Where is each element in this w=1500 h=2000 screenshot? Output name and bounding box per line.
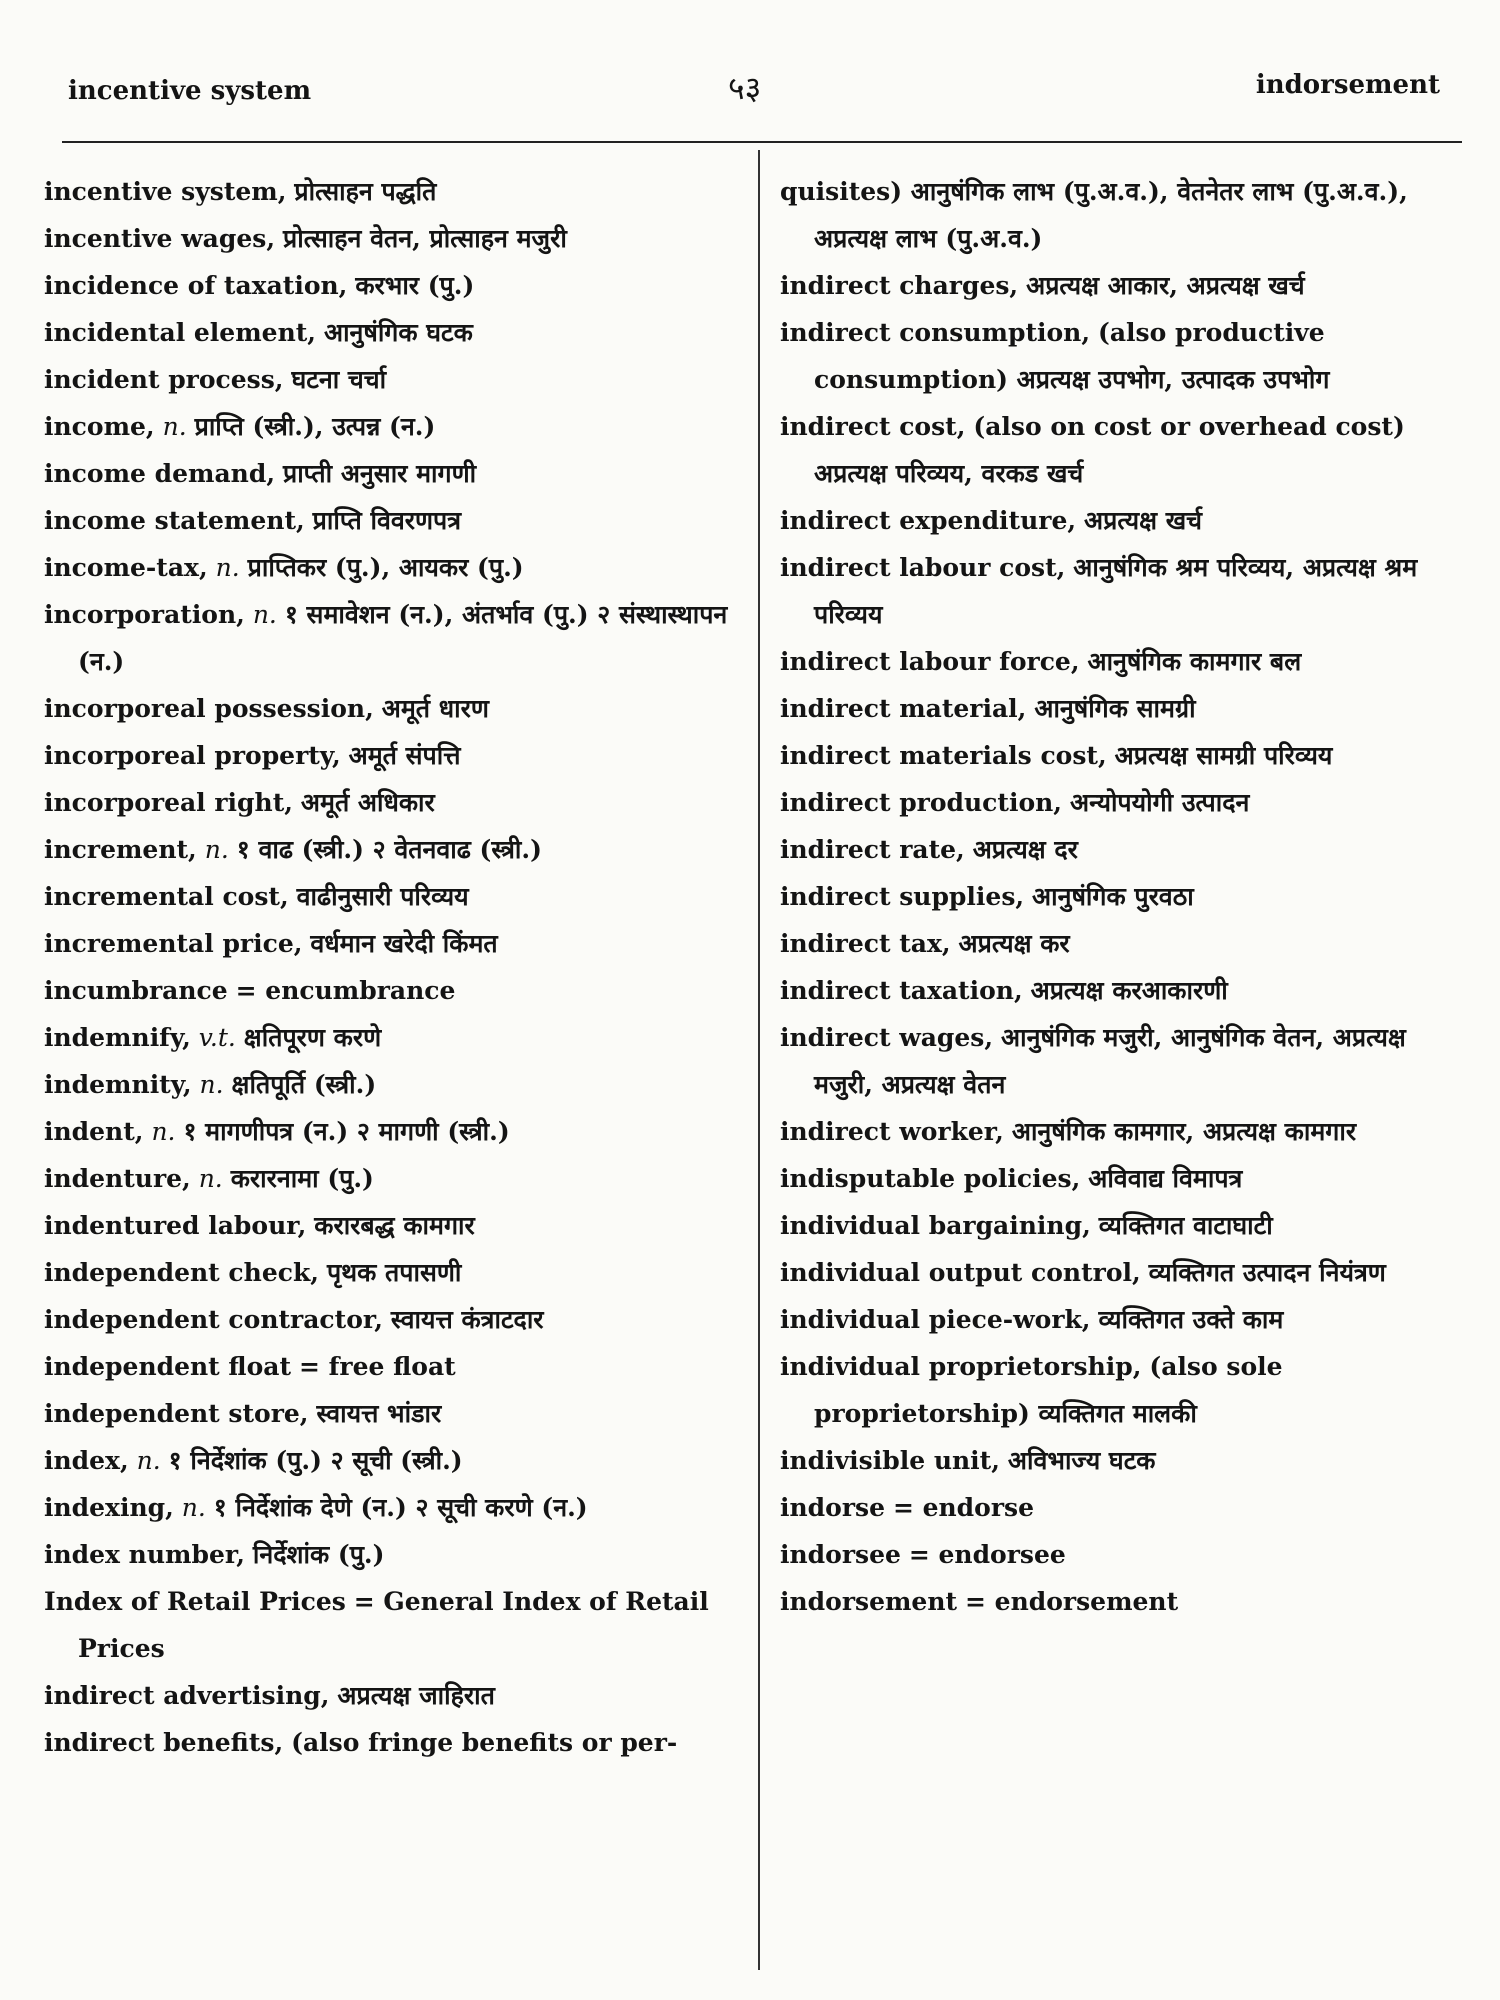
entry-gloss: १ निर्देशांक देणे (न.) २ सूची करणे (न.): [213, 1493, 588, 1522]
entry-term: index,: [44, 1446, 129, 1475]
entry-gloss: अमूर्त धारण: [381, 694, 489, 723]
entry-term: indirect production,: [780, 788, 1063, 817]
dictionary-entry: [44, 873, 744, 920]
dictionary-entry: [780, 1437, 1470, 1484]
entry-gloss: व्यक्तिगत वाटाघाटी: [1098, 1211, 1273, 1240]
entry-grammar: n.: [252, 600, 277, 629]
dictionary-entry: [44, 1390, 744, 1437]
entry-gloss: घटना चर्चा: [291, 365, 387, 394]
entry-term: individual output control,: [780, 1258, 1141, 1287]
dictionary-entry: [780, 638, 1470, 685]
dictionary-entry: [44, 215, 744, 262]
dictionary-entry: [780, 826, 1470, 873]
entry-term: individual proprietorship,: [780, 1352, 1142, 1381]
dictionary-entry: [44, 967, 744, 1014]
header-rule: [62, 141, 1462, 143]
entry-term: indirect benefits,: [44, 1728, 284, 1757]
entry-grammar: n.: [215, 553, 240, 582]
dictionary-entry: [780, 262, 1470, 309]
entry-gloss: १ वाढ (स्त्री.) २ वेतनवाढ (स्त्री.): [236, 835, 542, 864]
entry-gloss: अप्रत्यक्ष खर्च: [1084, 506, 1203, 535]
entry-term: incentive system,: [44, 177, 287, 206]
entry-term: incremental cost,: [44, 882, 289, 911]
dictionary-entry: [780, 497, 1470, 544]
dictionary-entry: [780, 685, 1470, 732]
dictionary-entry: [44, 1719, 744, 1766]
dictionary-entry: [44, 732, 744, 779]
entry-term: indirect worker,: [780, 1117, 1004, 1146]
entry-gloss: आनुषंगिक घटक: [323, 318, 473, 347]
entry-gloss: १ समावेशन (न.), अंतर्भाव (पु.) २ संस्थास्थापन (न.): [78, 600, 728, 676]
left-column: [44, 168, 744, 1766]
dictionary-entry: [44, 1343, 744, 1390]
dictionary-entry: [780, 1578, 1470, 1625]
dictionary-entry: [780, 168, 1470, 262]
entry-term: incremental price,: [44, 929, 303, 958]
entry-grammar: v.t.: [198, 1023, 236, 1052]
entry-gloss: प्राप्तिकर (पु.), आयकर (पु.): [247, 553, 524, 582]
dictionary-entry: [780, 1155, 1470, 1202]
entry-term: independent contractor,: [44, 1305, 383, 1334]
dictionary-entry: [780, 1108, 1470, 1155]
entry-grammar: n.: [162, 412, 187, 441]
dictionary-entry: [44, 826, 744, 873]
entry-gloss: (also productive consumption) अप्रत्यक्ष उपभोग, उत्पादक उपभोग: [814, 318, 1330, 394]
entry-term: index number,: [44, 1540, 245, 1569]
dictionary-entry: [780, 403, 1470, 497]
entry-term: indentured labour,: [44, 1211, 307, 1240]
dictionary-entry: [44, 1202, 744, 1249]
entry-term: indenture,: [44, 1164, 191, 1193]
dictionary-entry: [44, 920, 744, 967]
entry-term: income demand,: [44, 459, 276, 488]
entry-gloss: पृथक तपासणी: [326, 1258, 462, 1287]
entry-gloss: निर्देशांक (पु.): [252, 1540, 385, 1569]
dictionary-entry: [44, 309, 744, 356]
entry-term: indorsement: [780, 1587, 958, 1616]
dictionary-entry: [44, 168, 744, 215]
dictionary-entry: [780, 1249, 1470, 1296]
dictionary-entry: [44, 544, 744, 591]
entry-term: indent,: [44, 1117, 144, 1146]
entry-term: indirect advertising,: [44, 1681, 330, 1710]
entry-gloss: = endorse: [892, 1493, 1034, 1522]
entry-grammar: n.: [204, 835, 229, 864]
entry-term: indirect labour cost,: [780, 553, 1066, 582]
entry-gloss: स्वायत्त भांडार: [316, 1399, 442, 1428]
dictionary-entry: [44, 1672, 744, 1719]
dictionary-entry: [44, 1531, 744, 1578]
dictionary-entry: [44, 356, 744, 403]
entry-gloss: क्षतिपूर्ति (स्त्री.): [231, 1070, 377, 1099]
entry-gloss: १ निर्देशांक (पु.) २ सूची (स्त्री.): [168, 1446, 463, 1475]
entry-gloss: व्यक्तिगत उक्ते काम: [1098, 1305, 1284, 1334]
dictionary-entry: [780, 309, 1470, 403]
entry-term: independent float: [44, 1352, 292, 1381]
page-number: ५३: [728, 69, 762, 107]
right-guide-word: indorsement: [1255, 70, 1440, 100]
entry-grammar: n.: [136, 1446, 161, 1475]
dictionary-entry: [44, 1484, 744, 1531]
entry-term: incumbrance: [44, 976, 228, 1005]
dictionary-entry: [44, 1249, 744, 1296]
entry-term: indirect taxation,: [780, 976, 1023, 1005]
entry-gloss: अविवाद्य विमापत्र: [1088, 1164, 1243, 1193]
entry-term: indirect supplies,: [780, 882, 1025, 911]
dictionary-entry: [44, 1155, 744, 1202]
entry-gloss: वर्धमान खरेदी किंमत: [310, 929, 498, 958]
entry-gloss: अमूर्त संपत्ति: [348, 741, 461, 770]
entry-term: indirect consumption,: [780, 318, 1091, 347]
entry-term: incidental element,: [44, 318, 316, 347]
entry-gloss: वाढीनुसारी परिव्यय: [296, 882, 469, 911]
dictionary-entry: [780, 1343, 1470, 1437]
dictionary-entry: [44, 685, 744, 732]
entry-term: indexing,: [44, 1493, 174, 1522]
entry-term: indorse: [780, 1493, 885, 1522]
entry-term: indorsee: [780, 1540, 901, 1569]
entry-gloss: आनुषंगिक श्रम परिव्यय, अप्रत्यक्ष श्रम परिव्यय: [814, 553, 1418, 629]
entry-term: increment,: [44, 835, 197, 864]
entry-grammar: n.: [181, 1493, 206, 1522]
entry-term: indirect cost,: [780, 412, 966, 441]
entry-gloss: अप्रत्यक्ष करआकारणी: [1030, 976, 1228, 1005]
entry-term: indemnity,: [44, 1070, 192, 1099]
entry-term: income,: [44, 412, 155, 441]
entry-term: income-tax,: [44, 553, 208, 582]
entry-gloss: आनुषंगिक मजुरी, आनुषंगिक वेतन, अप्रत्यक्ष मजुरी, अप्रत्यक्ष वेतन: [814, 1023, 1406, 1099]
entry-term: incidence of taxation,: [44, 271, 348, 300]
entry-gloss: अमूर्त अधिकार: [300, 788, 435, 817]
entry-gloss: अप्रत्यक्ष कर: [958, 929, 1070, 958]
entry-gloss: (also fringe benefits or per-: [291, 1728, 678, 1757]
entry-gloss: प्रोत्साहन पद्धति: [294, 177, 437, 206]
dictionary-entry: [780, 1014, 1470, 1108]
entry-gloss: प्राप्ति (स्त्री.), उत्पन्न (न.): [194, 412, 436, 441]
entry-term: incorporeal property,: [44, 741, 341, 770]
dictionary-entry: [780, 873, 1470, 920]
entry-term: indivisible unit,: [780, 1446, 1000, 1475]
entry-gloss: करारबद्ध कामगार: [314, 1211, 475, 1240]
entry-gloss: करभार (पु.): [355, 271, 475, 300]
entry-term: incorporation,: [44, 600, 245, 629]
dictionary-entry: [780, 1484, 1470, 1531]
entry-gloss: करारनामा (पु.): [230, 1164, 374, 1193]
entry-grammar: n.: [151, 1117, 176, 1146]
entry-gloss: प्रोत्साहन वेतन, प्रोत्साहन मजुरी: [283, 224, 567, 253]
entry-gloss: quisites) आनुषंगिक लाभ (पु.अ.व.), वेतनेतर लाभ (पु.अ.व.), अप्रत्यक्ष लाभ (पु.अ.व.): [780, 177, 1408, 253]
entry-term: independent check,: [44, 1258, 319, 1287]
dictionary-entry: [780, 544, 1470, 638]
dictionary-entry: [780, 1296, 1470, 1343]
entry-gloss: (also sole proprietorship) व्यक्तिगत मालकी: [814, 1352, 1283, 1428]
entry-gloss: = free float: [299, 1352, 456, 1381]
dictionary-entry: [44, 1437, 744, 1484]
entry-term: indirect expenditure,: [780, 506, 1077, 535]
entry-gloss: १ मागणीपत्र (न.) २ मागणी (स्त्री.): [183, 1117, 510, 1146]
dictionary-entry: [44, 497, 744, 544]
entry-term: indirect rate,: [780, 835, 965, 864]
entry-term: indisputable policies,: [780, 1164, 1081, 1193]
entry-grammar: n.: [198, 1164, 223, 1193]
entry-gloss: आनुषंगिक कामगार बल: [1087, 647, 1302, 676]
dictionary-entry: [44, 1108, 744, 1155]
entry-term: independent store,: [44, 1399, 309, 1428]
entry-gloss: अप्रत्यक्ष दर: [972, 835, 1078, 864]
entry-gloss: = encumbrance: [235, 976, 456, 1005]
entry-term: Index of Retail Prices: [44, 1587, 346, 1616]
dictionary-entry: [780, 920, 1470, 967]
entry-gloss: आनुषंगिक सामग्री: [1034, 694, 1196, 723]
entry-gloss: (also on cost or overhead cost) अप्रत्यक्ष परिव्यय, वरकड खर्च: [814, 412, 1405, 488]
entry-gloss: अप्रत्यक्ष जाहिरात: [337, 1681, 495, 1710]
right-column: [780, 168, 1470, 1625]
entry-gloss: आनुषंगिक कामगार, अप्रत्यक्ष कामगार: [1011, 1117, 1357, 1146]
entry-term: incident process,: [44, 365, 284, 394]
column-divider: [758, 150, 760, 1970]
entry-term: incentive wages,: [44, 224, 276, 253]
dictionary-entry: [780, 967, 1470, 1014]
entry-term: incorporeal possession,: [44, 694, 374, 723]
entry-term: indirect tax,: [780, 929, 951, 958]
entry-term: indirect material,: [780, 694, 1027, 723]
dictionary-entry: [44, 1014, 744, 1061]
dictionary-entry: [44, 262, 744, 309]
entry-gloss: = endorsement: [965, 1587, 1179, 1616]
entry-gloss: अविभाज्य घटक: [1007, 1446, 1156, 1475]
entry-term: indirect materials cost,: [780, 741, 1107, 770]
dictionary-entry: [44, 1296, 744, 1343]
dictionary-entry: [780, 732, 1470, 779]
entry-gloss: प्राप्ती अनुसार मागणी: [282, 459, 477, 488]
entry-gloss: व्यक्तिगत उत्पादन नियंत्रण: [1148, 1258, 1386, 1287]
entry-term: incorporeal right,: [44, 788, 293, 817]
dictionary-entry: [44, 591, 744, 685]
entry-term: individual piece-work,: [780, 1305, 1091, 1334]
entry-gloss: अन्योपयोगी उत्पादन: [1069, 788, 1250, 817]
dictionary-entry: [780, 779, 1470, 826]
dictionary-entry: [44, 1061, 744, 1108]
entry-gloss: अप्रत्यक्ष आकार, अप्रत्यक्ष खर्च: [1026, 271, 1305, 300]
dictionary-entry: [44, 403, 744, 450]
dictionary-entry: [44, 450, 744, 497]
entry-term: indirect wages,: [780, 1023, 994, 1052]
dictionary-entry: [44, 779, 744, 826]
entry-gloss: अप्रत्यक्ष सामग्री परिव्यय: [1114, 741, 1333, 770]
left-guide-word: incentive system: [68, 76, 312, 106]
entry-term: income statement,: [44, 506, 305, 535]
dictionary-entry: [44, 1578, 744, 1672]
dictionary-entry: [780, 1531, 1470, 1578]
running-head: [68, 66, 1440, 112]
entry-term: indirect labour force,: [780, 647, 1080, 676]
entry-gloss: क्षतिपूरण करणे: [243, 1023, 382, 1052]
entry-term: indemnify,: [44, 1023, 191, 1052]
entry-gloss: = endorsee: [908, 1540, 1066, 1569]
entry-gloss: स्वायत्त कंत्राटदार: [390, 1305, 544, 1334]
entry-gloss: प्राप्ति विवरणपत्र: [312, 506, 462, 535]
entry-term: individual bargaining,: [780, 1211, 1091, 1240]
entry-gloss: = General Index of Retail Prices: [78, 1587, 709, 1663]
dictionary-entry: [780, 1202, 1470, 1249]
entry-gloss: आनुषंगिक पुरवठा: [1032, 882, 1194, 911]
entry-grammar: n.: [199, 1070, 224, 1099]
entry-term: indirect charges,: [780, 271, 1019, 300]
